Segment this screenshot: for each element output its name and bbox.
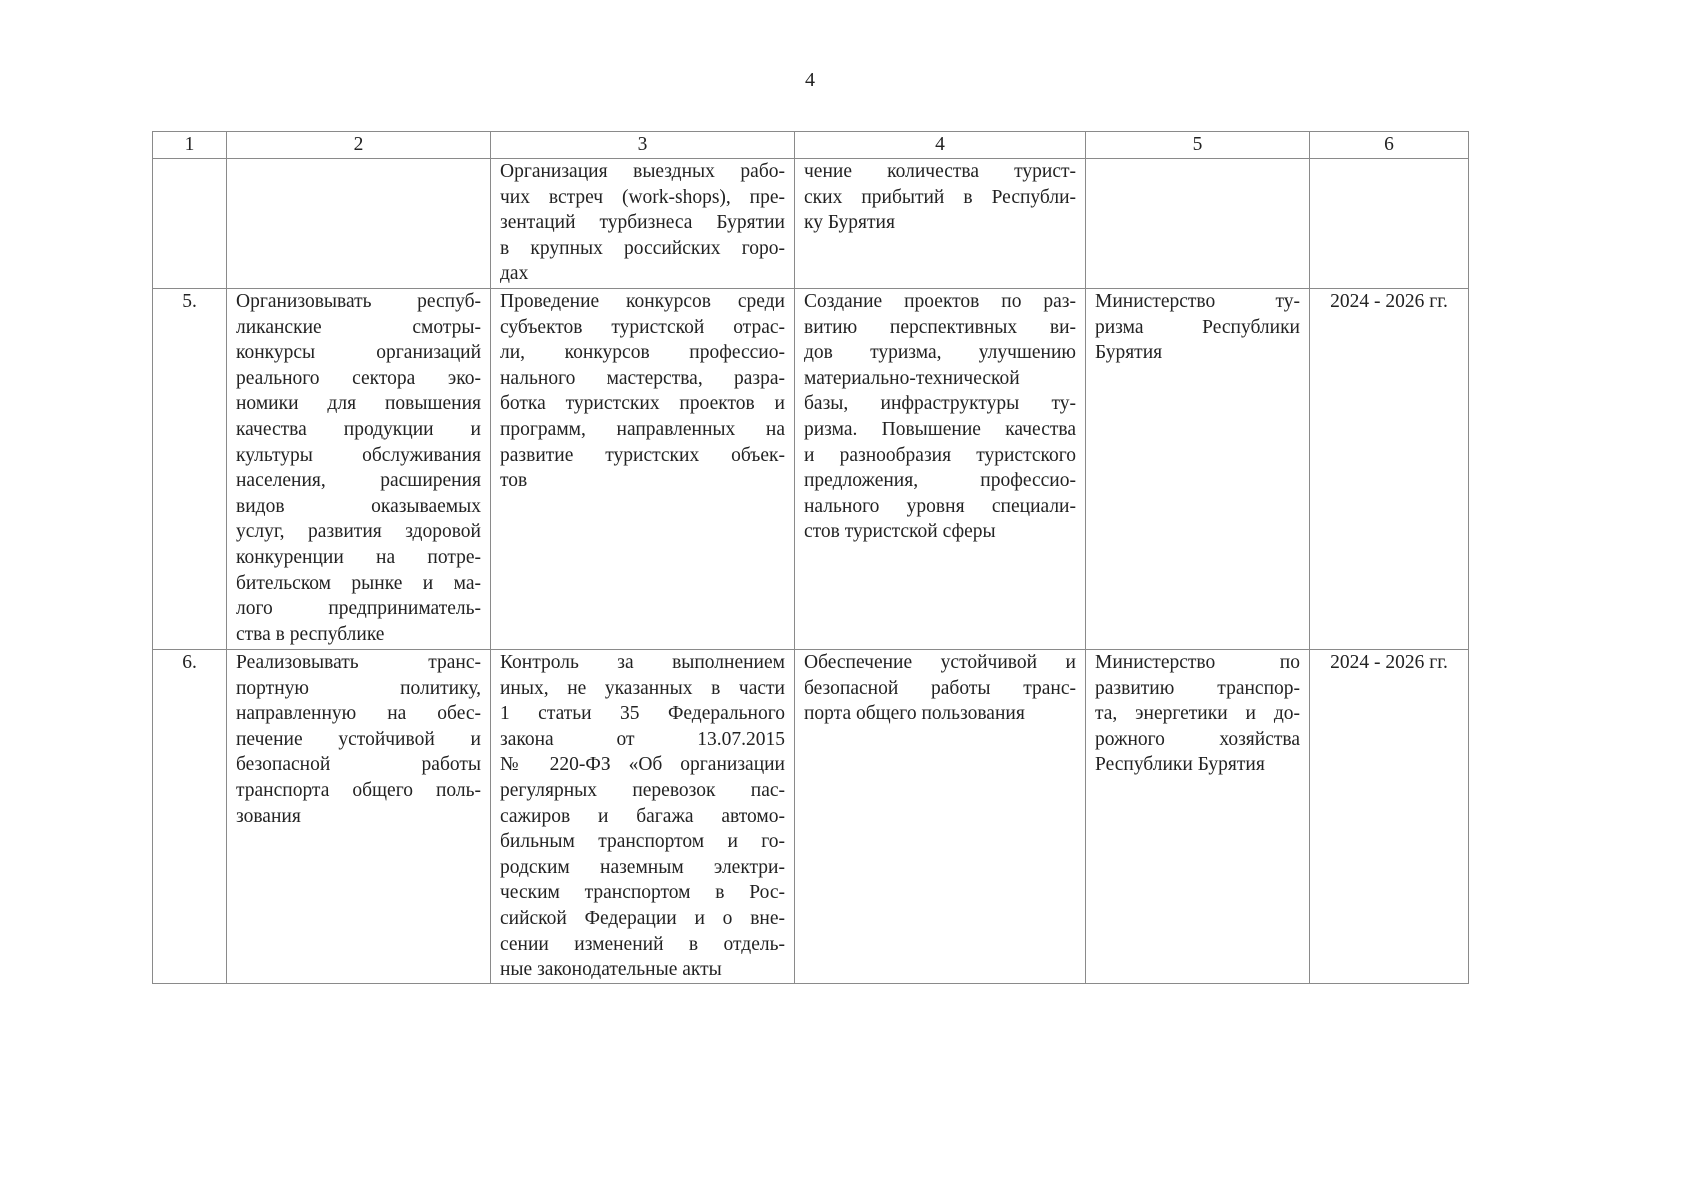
executor-cell xyxy=(1086,650,1310,984)
cell-line: культуры обслуживания xyxy=(236,444,481,466)
cell-line: развитию транспор- xyxy=(1095,677,1300,699)
executor-cell xyxy=(1086,159,1310,289)
cell-line: дов туризма, улучшению xyxy=(804,342,1076,364)
cell-line: Министерство по xyxy=(1095,652,1300,673)
cell-line: чих встреч (work-shops), пре- xyxy=(500,186,785,208)
cell-line: чение количества турист- xyxy=(804,161,1076,182)
cell-line: иных, не указанных в части xyxy=(500,677,785,699)
cell-line: витию перспективных ви- xyxy=(804,316,1076,338)
plan-table xyxy=(152,131,1469,984)
cell-line: Республики Бурятия xyxy=(1095,754,1265,776)
cell-line: конкуренции на потре- xyxy=(236,546,481,568)
cell-line: печение устойчивой и xyxy=(236,728,481,750)
cell-line: в крупных российских горо- xyxy=(500,237,785,259)
cell-line: Организовывать респуб- xyxy=(236,291,481,312)
cell-line: ризма Республики xyxy=(1095,316,1300,338)
period-cell: 2024 - 2026 гг. xyxy=(1310,289,1469,650)
measure-cell xyxy=(491,159,795,289)
cell-line: тов xyxy=(500,470,528,492)
cell-line: безопасной работы транс- xyxy=(804,677,1076,699)
executor-cell xyxy=(1086,289,1310,650)
cell-line: Создание проектов по раз- xyxy=(804,291,1076,312)
header-cell: 5 xyxy=(1086,132,1310,159)
cell-line: и разнообразия туристского xyxy=(804,444,1076,466)
goal-cell xyxy=(227,159,491,289)
header-cell: 2 xyxy=(227,132,491,159)
cell-line: материально-технической xyxy=(804,367,1020,389)
cell-line: ства в республике xyxy=(236,623,385,645)
cell-line: закона от 13.07.2015 xyxy=(500,728,785,750)
cell-line: субъектов туристской отрас- xyxy=(500,316,785,338)
cell-line: родским наземным электри- xyxy=(500,856,785,878)
cell-line: нального уровня специали- xyxy=(804,495,1076,517)
cell-line: Министерство ту- xyxy=(1095,291,1300,312)
cell-line: качества продукции и xyxy=(236,418,481,440)
table-row xyxy=(153,159,1469,289)
cell-line: рожного хозяйства xyxy=(1095,728,1300,750)
header-cell: 6 xyxy=(1310,132,1469,159)
row-number-cell: 6. xyxy=(153,650,227,984)
cell-line: лого предприниматель- xyxy=(236,598,481,620)
cell-line: программ, направленных на xyxy=(500,418,785,440)
table-row xyxy=(153,650,1469,984)
cell-line: развитие туристских объек- xyxy=(500,444,785,466)
cell-line: ческим транспортом в Рос- xyxy=(500,882,785,904)
cell-line: Организация выездных рабо- xyxy=(500,161,785,182)
goal-cell xyxy=(227,289,491,650)
cell-line: ликанские смотры- xyxy=(236,316,481,338)
cell-line: Проведение конкурсов среди xyxy=(500,291,785,312)
header-cell: 3 xyxy=(491,132,795,159)
result-cell xyxy=(795,289,1086,650)
cell-line: безопасной работы xyxy=(236,754,481,776)
cell-line: номики для повышения xyxy=(236,393,481,415)
cell-line: Бурятия xyxy=(1095,342,1163,364)
result-cell xyxy=(795,159,1086,289)
table-row xyxy=(153,289,1469,650)
cell-line: портную политику, xyxy=(236,677,481,699)
cell-line: стов туристской сферы xyxy=(804,521,996,543)
period-cell xyxy=(1310,159,1469,289)
cell-line: Реализовывать транс- xyxy=(236,652,481,673)
measure-cell xyxy=(491,650,795,984)
cell-line: № 220-ФЗ «Об организации xyxy=(500,754,785,776)
cell-line: ботка туристских проектов и xyxy=(500,393,785,415)
cell-line: базы, инфраструктуры ту- xyxy=(804,393,1076,415)
cell-line: регулярных перевозок пас- xyxy=(500,779,785,801)
cell-line: ских прибытий в Республи- xyxy=(804,186,1076,208)
cell-line: ризма. Повышение качества xyxy=(804,418,1076,440)
cell-line: транспорта общего поль- xyxy=(236,779,481,801)
cell-line: сажиров и багажа автомо- xyxy=(500,805,785,827)
cell-line: ные законодательные акты xyxy=(500,959,722,981)
cell-line: Контроль за выполнением xyxy=(500,652,785,673)
cell-line: населения, расширения xyxy=(236,470,481,492)
cell-line: нального мастерства, разра- xyxy=(500,367,785,389)
cell-line: зентаций турбизнеса Бурятии xyxy=(500,212,785,234)
header-cell: 4 xyxy=(795,132,1086,159)
cell-line: сийской Федерации и о вне- xyxy=(500,907,785,929)
cell-line: реального сектора эко- xyxy=(236,367,481,389)
row-number-cell: 5. xyxy=(153,289,227,650)
cell-line: ли, конкурсов профессио- xyxy=(500,342,785,364)
cell-line: направленную на обес- xyxy=(236,703,481,725)
cell-line: конкурсы организаций xyxy=(236,342,481,364)
measure-cell xyxy=(491,289,795,650)
page-number: 4 xyxy=(805,69,815,91)
cell-line: сении изменений в отдель- xyxy=(500,933,785,955)
cell-line: услуг, развития здоровой xyxy=(236,521,481,543)
cell-line: видов оказываемых xyxy=(236,495,481,517)
cell-line: бильным транспортом и го- xyxy=(500,831,785,853)
cell-line: порта общего пользования xyxy=(804,703,1025,725)
table-body xyxy=(153,132,1469,984)
table-header-row xyxy=(153,132,1469,159)
cell-line: ку Бурятия xyxy=(804,212,895,234)
cell-line: 1 статьи 35 Федерального xyxy=(500,703,785,725)
row-number-cell xyxy=(153,159,227,289)
cell-line: бительском рынке и ма- xyxy=(236,572,481,594)
cell-line: та, энергетики и до- xyxy=(1095,703,1300,725)
header-cell: 1 xyxy=(153,132,227,159)
cell-line: зования xyxy=(236,805,301,827)
goal-cell xyxy=(227,650,491,984)
cell-line: Обеспечение устойчивой и xyxy=(804,652,1076,673)
cell-line: предложения, профессио- xyxy=(804,470,1076,492)
period-cell: 2024 - 2026 гг. xyxy=(1310,650,1469,984)
cell-line: дах xyxy=(500,263,529,285)
result-cell xyxy=(795,650,1086,984)
